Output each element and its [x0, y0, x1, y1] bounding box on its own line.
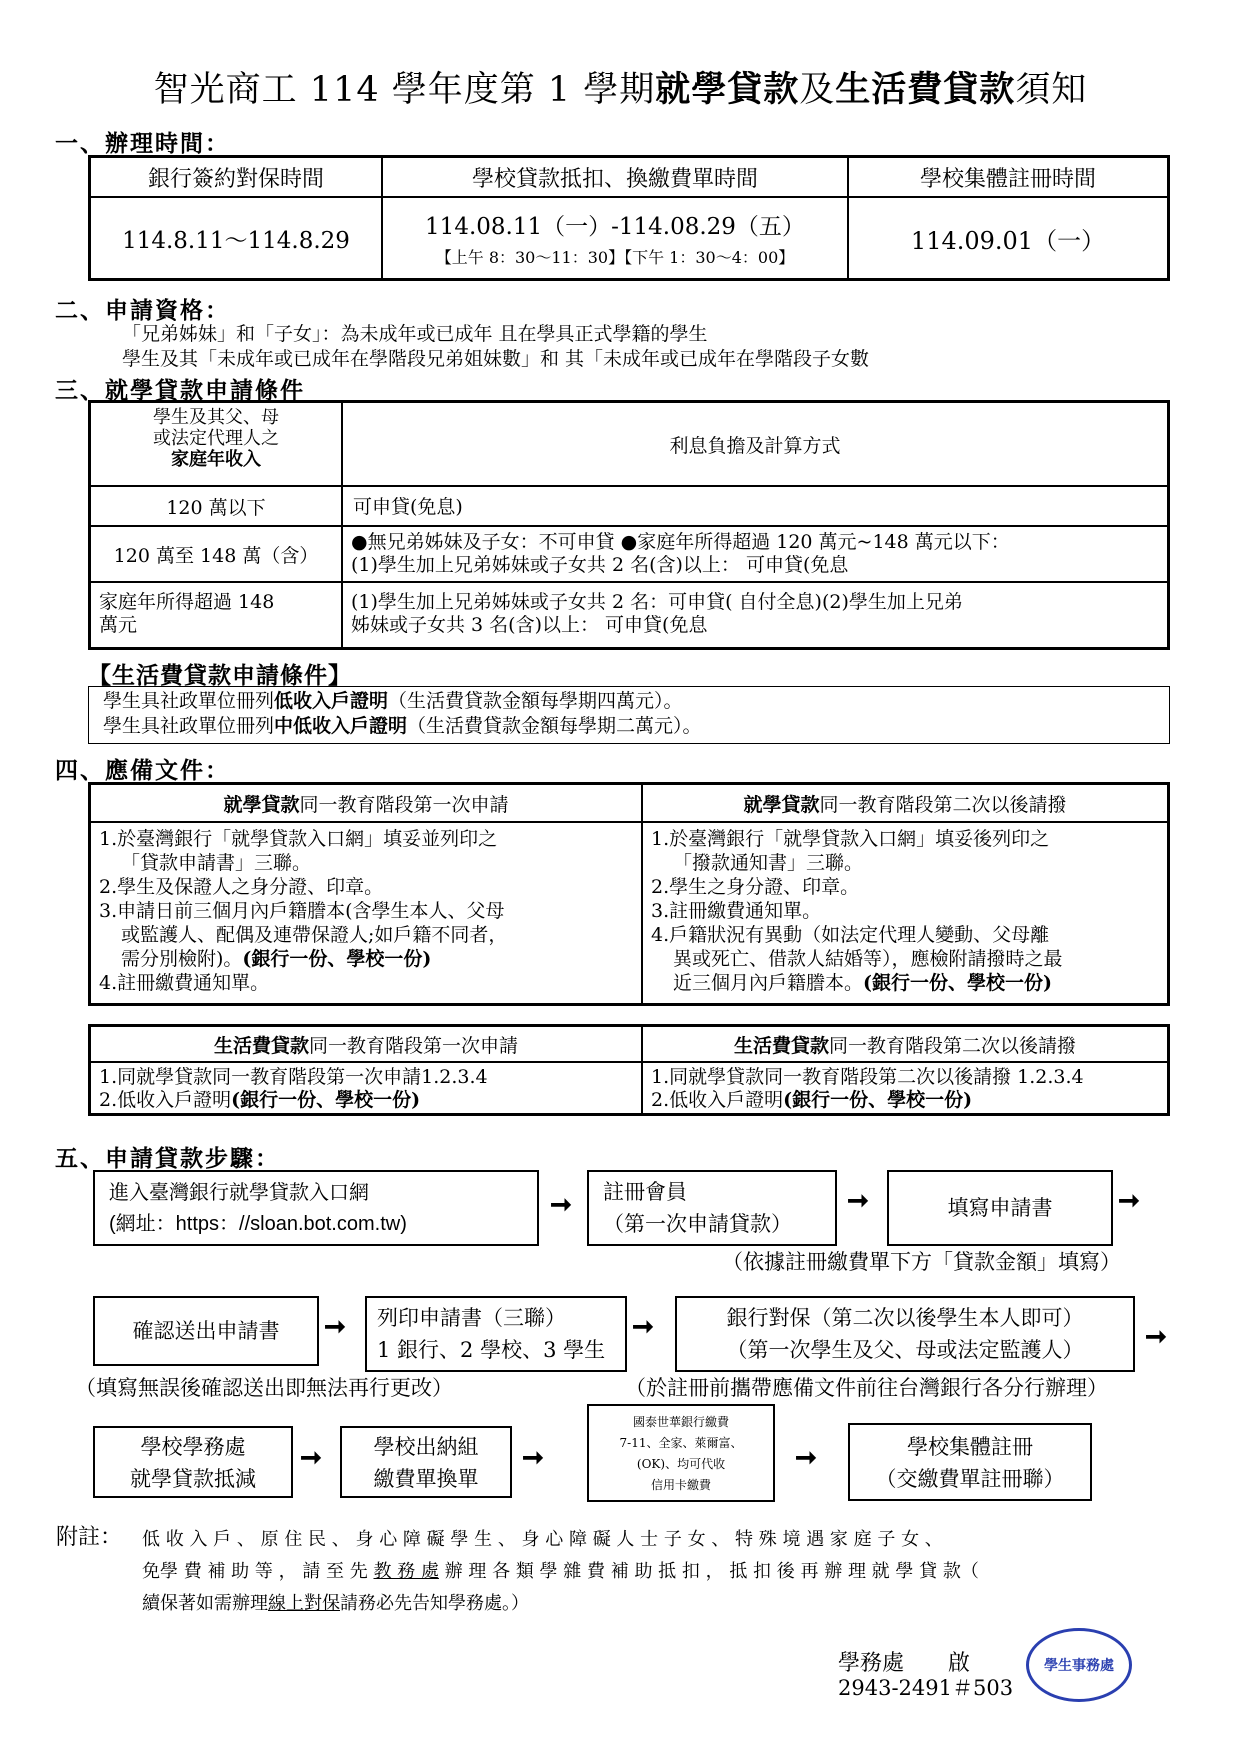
- living-second-list: [642, 1062, 1168, 1114]
- study-first-item: 2.學生及保證人之身分證、印章。: [99, 876, 384, 898]
- interest-header: 利息負擔及計算方式: [342, 402, 1168, 486]
- living-first-item: 1.同就學貸款同一教育階段第一次申請1.2.3.4: [99, 1066, 488, 1088]
- arrow-icon: ➞: [795, 1443, 817, 1473]
- section3-heading: 三、就學貸款申請條件: [55, 377, 305, 404]
- portal-url: (網址：https：//sloan.bot.com.tw): [109, 1213, 407, 1235]
- office-seal-stamp: 學生事務處: [1026, 1628, 1132, 1702]
- study-second-item: 近三個月內戶籍謄本。(銀行一份、學校一份): [673, 972, 1052, 994]
- step-print-application-title: 列印申請書（三聯）: [377, 1306, 566, 1330]
- living-loan-line-1: 學生具社政單位冊列低收入戶證明（生活費貸款金額每學期四萬元）。: [103, 690, 683, 712]
- row2-interest-line-2: (1)學生加上兄弟姊妹或子女共 2 名(含)以上： 可申貸(免息: [351, 554, 849, 576]
- study-second-item: 異或死亡、借款人結婚等），應檢附請撥時之最: [673, 948, 1063, 970]
- confirm-submit-note: （填寫無誤後確認送出即無法再行更改）: [75, 1376, 453, 1400]
- arrow-icon: ➞: [1145, 1322, 1167, 1352]
- income-header-line-2: 或法定代理人之: [153, 428, 279, 449]
- study-first-item: 1.於臺灣銀行「就學貸款入口網」填妥並列印之: [99, 828, 498, 850]
- study-first-header: 就學貸款 同一教育階段第一次申請: [90, 784, 642, 822]
- step-register-member-title: 註冊會員: [603, 1180, 687, 1204]
- schedule-signing-dates: 114.8.11～114.8.29: [90, 197, 382, 279]
- step-group-registration: [848, 1423, 1092, 1501]
- row3-income-line-2: 萬元: [99, 614, 138, 636]
- step-bank-guarantee: [675, 1296, 1135, 1372]
- note-label: 附註：: [56, 1525, 123, 1550]
- step-register-member-note: （第一次申請貸款）: [603, 1212, 792, 1236]
- step-fill-application: 填寫申請書: [887, 1170, 1113, 1246]
- payment-credit-card: 信用卡繳費: [650, 1478, 711, 1492]
- step-group-registration-note: （交繳費單註冊聯）: [875, 1467, 1065, 1491]
- living-loan-heading: 【生活費貸款申請條件】: [88, 662, 352, 689]
- eligibility-line-1: 「兄弟姊妹」和「子女」：為未成年或已成年 且在學具正式學籍的學生: [122, 323, 708, 345]
- step-cashier-exchange-title: 學校出納組: [373, 1435, 479, 1459]
- living-first-header: 生活費貸款 同一教育階段第一次申請: [90, 1026, 642, 1062]
- loan-conditions-table: [88, 400, 1170, 650]
- step-cashier-exchange-note: 繳費單換單: [373, 1467, 479, 1491]
- documents-table-living: [88, 1024, 1170, 1116]
- arrow-icon: ➞: [1118, 1186, 1140, 1216]
- office-phone: 2943-2491＃503: [838, 1676, 1014, 1700]
- row1-interest: 可申貸(免息): [342, 486, 1168, 526]
- row3-income-line-1: 家庭年所得超過 148: [99, 591, 275, 613]
- study-second-item: 1.於臺灣銀行「就學貸款入口網」填妥後列印之: [651, 828, 1050, 850]
- study-first-item: 3.申請日前三個月內戶籍謄本(含學生本人、父母: [99, 900, 505, 922]
- arrow-icon: ➞: [550, 1190, 572, 1220]
- study-first-item: 4.註冊繳費通知單。: [99, 972, 270, 994]
- fill-application-note: （依據註冊繳費單下方「貸款金額」填寫）: [722, 1250, 1121, 1274]
- schedule-header-1: 銀行簽約對保時間: [90, 157, 382, 197]
- step-school-deduction-note: 就學貸款抵減: [130, 1467, 256, 1491]
- schedule-table: [88, 155, 1170, 281]
- schedule-deduction-dates: [382, 197, 848, 279]
- deduction-hours: 【上午 8：30～11：30】【下午 1：30～4：00】: [435, 248, 795, 267]
- study-second-list: [642, 822, 1168, 1004]
- study-first-item: 或監護人、配偶及連帶保證人;如戶籍不同者，: [121, 924, 508, 946]
- payment-ok-store: (OK)、均可代收: [636, 1457, 726, 1471]
- row1-income: 120 萬以下: [90, 486, 342, 526]
- arrow-icon: ➞: [847, 1186, 869, 1216]
- row2-income: 120 萬至 148 萬（含）: [90, 526, 342, 582]
- living-loan-box: [88, 686, 1170, 744]
- arrow-icon: ➞: [632, 1312, 654, 1342]
- note-body: [142, 1524, 1172, 1620]
- study-second-item: 「撥款通知書」三聯。: [673, 852, 864, 874]
- step-bank-guarantee-title: 銀行對保（第二次以後學生本人即可）: [726, 1306, 1084, 1330]
- living-second-item: 1.同就學貸款同一教育階段第二次以後請撥 1.2.3.4: [651, 1066, 1084, 1088]
- payment-bank: 國泰世華銀行繳費: [632, 1415, 729, 1429]
- step-print-application-note: 1 銀行、2 學校、3 學生: [377, 1338, 606, 1362]
- step-bank-guarantee-note: （第一次學生及父、母或法定監護人）: [726, 1338, 1084, 1362]
- page-title: 智光商工 114 學年度第 1 學期就學貸款及生活費貸款須知: [153, 69, 1088, 110]
- bank-visit-note: （於註冊前攜帶應備文件前往台灣銀行各分行辦理）: [625, 1376, 1108, 1400]
- living-loan-line-2: 學生具社政單位冊列中低收入戶證明（生活費貸款金額每學期二萬元）。: [103, 715, 702, 737]
- row3-interest-line-1: (1)學生加上兄弟姊妹或子女共 2 名：可申貸( 自付全息)(2)學生加上兄弟: [351, 591, 963, 613]
- living-second-header: 生活費貸款 同一教育階段第二次以後請撥: [642, 1026, 1168, 1062]
- documents-table-study: [88, 782, 1170, 1006]
- deduction-date-range: 114.08.11（一）-114.08.29（五）: [425, 214, 805, 240]
- study-first-item: 「貸款申請書」三聯。: [121, 852, 312, 874]
- arrow-icon: ➞: [522, 1443, 544, 1473]
- section1-heading: 一、辦理時間：: [55, 130, 230, 157]
- row3-interest-line-2: 姊妹或子女共 3 名(含)以上： 可申貸(免息: [351, 614, 708, 636]
- note-line-3: 續保著如需辦理線上對保請務必先告知學務處。）: [142, 1593, 529, 1614]
- step-group-registration-title: 學校集體註冊: [907, 1435, 1033, 1459]
- schedule-header-3: 學校集體註冊時間: [848, 157, 1168, 197]
- step-enter-portal: [93, 1170, 539, 1246]
- row2-interest-line-1: ●無兄弟姊妹及子女：不可申貸 ●家庭年所得超過 120 萬元~148 萬元以下：: [351, 531, 1010, 553]
- step-confirm-submit: 確認送出申請書: [93, 1296, 319, 1366]
- study-second-item: 3.註冊繳費通知單。: [651, 900, 822, 922]
- study-first-list: [90, 822, 642, 1004]
- step-register-member: [587, 1170, 837, 1246]
- step-enter-portal-title: 進入臺灣銀行就學貸款入口網: [109, 1180, 369, 1204]
- study-first-item: 需分別檢附)。(銀行一份、學校一份): [121, 948, 432, 970]
- note-line-1: 低 收 入 戶 、 原 住 民 、 身 心 障 礙 學 生 、 身 心 障 礙 人 士 子 女 、 特 殊 境 遇 家 庭 子 女 、: [142, 1529, 943, 1550]
- step-print-application: [365, 1296, 627, 1372]
- study-second-header: 就學貸款 同一教育階段第二次以後請撥: [642, 784, 1168, 822]
- issuing-office: 學務處 啟: [838, 1651, 971, 1676]
- row3-income: [90, 582, 342, 648]
- row3-interest: [342, 582, 1168, 648]
- income-header-line-3: 家庭年收入: [171, 449, 261, 470]
- note-line-2: 免學 費 補 助 等 ， 請 至 先 教 務 處 辦 理 各 類 學 雜 費 補 助 抵 扣 ， 抵 扣 後 再 辦 理 就 學 貸 款（: [142, 1561, 979, 1582]
- arrow-icon: ➞: [324, 1312, 346, 1342]
- eligibility-line-2: 學生及其「未成年或已成年在學階段兄弟姐妹數」和 其「未成年或已成年在學階段子女數: [122, 348, 870, 370]
- living-second-item: 2.低收入戶證明(銀行一份、學校一份): [651, 1089, 973, 1111]
- section2-heading: 二、申請資格：: [55, 297, 230, 324]
- step-cashier-exchange: [340, 1426, 512, 1498]
- section4-heading: 四、應備文件：: [55, 757, 230, 784]
- schedule-header-2: 學校貸款抵扣、換繳費單時間: [382, 157, 848, 197]
- income-header-line-1: 學生及其父、母: [153, 407, 279, 428]
- study-second-item: 2.學生之身分證、印章。: [651, 876, 860, 898]
- living-first-item: 2.低收入戶證明(銀行一份、學校一份): [99, 1089, 421, 1111]
- payment-stores: 7-11、全家、萊爾富、: [619, 1436, 743, 1450]
- arrow-icon: ➞: [300, 1443, 322, 1473]
- step-school-deduction: [93, 1426, 293, 1498]
- study-second-item: 4.戶籍狀況有異動（如法定代理人變動、父母離: [651, 924, 1050, 946]
- row2-interest: [342, 526, 1168, 582]
- section5-heading: 五、申請貸款步驟：: [55, 1145, 280, 1172]
- income-header: [90, 402, 342, 486]
- step-school-deduction-title: 學校學務處: [140, 1435, 246, 1459]
- schedule-registration-date: 114.09.01（一）: [848, 197, 1168, 279]
- step-payment-options: [587, 1404, 775, 1502]
- living-first-list: [90, 1062, 642, 1114]
